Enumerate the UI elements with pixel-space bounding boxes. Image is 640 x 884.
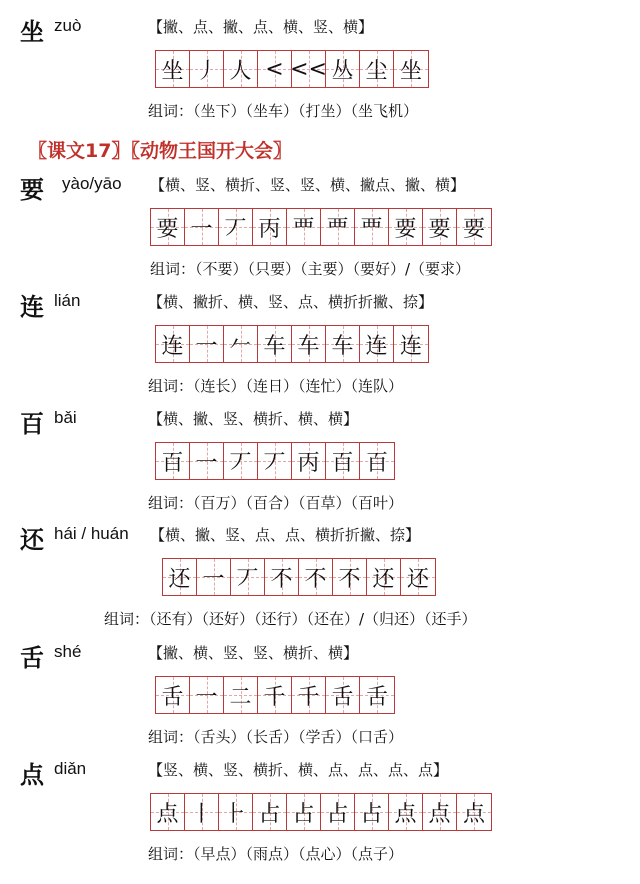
- stroke-glyph: 丆: [263, 450, 286, 476]
- stroke-glyph: 覀: [292, 216, 315, 242]
- stroke-grid: [150, 208, 492, 246]
- word-list: 组词：（舌头）（长舌）（学舌）（口舌）: [148, 728, 404, 746]
- stroke-glyph: 点: [156, 801, 179, 827]
- stroke-cell: [258, 443, 292, 479]
- stroke-glyph: 要: [428, 216, 451, 242]
- stroke-cell: [185, 794, 219, 830]
- stroke-cell: [253, 209, 287, 245]
- stroke-glyph: 不: [270, 566, 293, 592]
- stroke-glyph: 连: [399, 333, 422, 359]
- stroke-glyph: 一: [195, 684, 218, 710]
- stroke-glyph: 连: [365, 333, 388, 359]
- stroke-glyph: 一: [195, 333, 218, 359]
- stroke-cell: [258, 677, 292, 713]
- stroke-glyph: 覀: [326, 216, 349, 242]
- stroke-glyph: 𠂉: [229, 333, 252, 359]
- stroke-cell: [299, 559, 333, 595]
- stroke-glyph: 丆: [229, 450, 252, 476]
- stroke-glyph: 要: [156, 216, 179, 242]
- stroke-glyph: 丿: [195, 58, 218, 84]
- stroke-cell: [326, 51, 360, 87]
- stroke-cell: [190, 443, 224, 479]
- stroke-cell: [367, 559, 401, 595]
- stroke-glyph: <<: [290, 56, 327, 82]
- stroke-cell: [360, 443, 394, 479]
- word-list: 组词：（百万）（百合）（百草）（百叶）: [148, 494, 404, 512]
- pinyin: yào/yāo: [62, 174, 122, 193]
- stroke-glyph: 不: [304, 566, 327, 592]
- stroke-cell: [287, 794, 321, 830]
- word-list: 组词：（不要）（只要）（主要）（要好）/（要求）: [150, 260, 471, 278]
- stroke-cell: [224, 677, 258, 713]
- stroke-cell: [326, 326, 360, 362]
- stroke-glyph: 还: [372, 566, 395, 592]
- stroke-glyph: 还: [406, 566, 429, 592]
- stroke-glyph: 占: [326, 801, 349, 827]
- stroke-order: 【横、撇折、横、竖、点、横折折撇、捺】: [148, 293, 434, 311]
- stroke-glyph: 丛: [331, 58, 354, 84]
- stroke-cell: [224, 443, 258, 479]
- stroke-cell: [224, 326, 258, 362]
- stroke-cell: [163, 559, 197, 595]
- stroke-cell: [156, 443, 190, 479]
- stroke-glyph: 丆: [224, 216, 247, 242]
- stroke-cell: [292, 443, 326, 479]
- stroke-order: 【竖、横、竖、横折、横、点、点、点、点】: [148, 761, 449, 779]
- stroke-cell: [457, 209, 491, 245]
- pinyin: shé: [54, 642, 82, 661]
- stroke-glyph: 千: [263, 684, 286, 710]
- stroke-cell: [333, 559, 367, 595]
- stroke-cell: [389, 794, 423, 830]
- stroke-glyph: 覀: [360, 216, 383, 242]
- stroke-cell: [292, 677, 326, 713]
- stroke-order: 【撇、横、竖、竖、横折、横】: [148, 644, 359, 662]
- stroke-glyph: 一: [202, 566, 225, 592]
- stroke-glyph: 百: [365, 450, 388, 476]
- stroke-cell: [265, 559, 299, 595]
- stroke-glyph: 车: [297, 333, 320, 359]
- stroke-glyph: 舌: [161, 684, 184, 710]
- character: 连: [20, 292, 44, 321]
- pinyin: hái / huán: [54, 524, 129, 543]
- stroke-cell: [185, 209, 219, 245]
- stroke-grid: [155, 676, 395, 714]
- stroke-cell: [151, 209, 185, 245]
- stroke-cell: [292, 326, 326, 362]
- stroke-cell: [253, 794, 287, 830]
- stroke-order: 【横、竖、横折、竖、竖、横、撇点、撇、横】: [150, 176, 466, 194]
- stroke-glyph: 点: [428, 801, 451, 827]
- stroke-cell: [156, 51, 190, 87]
- stroke-cell: [360, 51, 394, 87]
- pinyin: lián: [54, 291, 81, 310]
- character: 舌: [20, 643, 44, 672]
- stroke-cell: [190, 677, 224, 713]
- stroke-cell: [321, 794, 355, 830]
- stroke-glyph: 占: [360, 801, 383, 827]
- stroke-glyph: 丨: [190, 801, 213, 827]
- character: 点: [20, 760, 44, 789]
- stroke-glyph: 一: [195, 450, 218, 476]
- stroke-glyph: 舌: [365, 684, 388, 710]
- character: 百: [20, 409, 44, 438]
- stroke-cell: [258, 326, 292, 362]
- stroke-cell: [423, 209, 457, 245]
- stroke-cell: [355, 209, 389, 245]
- stroke-glyph: 百: [161, 450, 184, 476]
- stroke-glyph: 丙: [258, 216, 281, 242]
- word-list: 组词：（还有）（还好）（还行）（还在）/（归还）（还手）: [104, 610, 477, 628]
- stroke-glyph: 百: [331, 450, 354, 476]
- stroke-glyph: 尘: [365, 58, 388, 84]
- stroke-grid: [150, 793, 492, 831]
- stroke-cell: [423, 794, 457, 830]
- stroke-glyph: 占: [292, 801, 315, 827]
- stroke-glyph: 丙: [297, 450, 320, 476]
- stroke-cell: [321, 209, 355, 245]
- stroke-cell: [457, 794, 491, 830]
- stroke-cell: [156, 326, 190, 362]
- character: 要: [20, 175, 44, 204]
- stroke-cell: [197, 559, 231, 595]
- stroke-cell: [190, 326, 224, 362]
- stroke-cell: [287, 209, 321, 245]
- stroke-order: 【横、撇、竖、点、点、横折折撇、捺】: [150, 526, 421, 544]
- stroke-glyph: 坐: [161, 58, 184, 84]
- stroke-glyph: 不: [338, 566, 361, 592]
- stroke-cell: [231, 559, 265, 595]
- stroke-glyph: 二: [229, 684, 252, 710]
- stroke-cell: [355, 794, 389, 830]
- stroke-cell: [156, 677, 190, 713]
- stroke-cell: [190, 51, 224, 87]
- stroke-cell: [219, 794, 253, 830]
- stroke-cell: [389, 209, 423, 245]
- stroke-glyph: 占: [258, 801, 281, 827]
- character: 坐: [20, 17, 44, 46]
- word-list: 组词：（坐下）（坐车）（打坐）（坐飞机）: [148, 102, 419, 120]
- stroke-cell: [360, 326, 394, 362]
- stroke-glyph: 车: [263, 333, 286, 359]
- stroke-order: 【横、撇、竖、横折、横、横】: [148, 410, 359, 428]
- stroke-cell: [258, 51, 292, 87]
- stroke-glyph: 点: [394, 801, 417, 827]
- stroke-grid: [155, 50, 429, 88]
- stroke-glyph: 坐: [399, 58, 422, 84]
- stroke-glyph: 要: [394, 216, 417, 242]
- stroke-glyph: 人: [229, 58, 252, 84]
- pinyin: zuò: [54, 16, 82, 35]
- lesson-title: 〖课文17〗〖动物王国开大会〗: [28, 140, 292, 162]
- stroke-order: 【撇、点、撇、点、横、竖、横】: [148, 18, 374, 36]
- stroke-cell: [151, 794, 185, 830]
- stroke-glyph: ⺊: [224, 801, 247, 827]
- stroke-cell: [394, 326, 428, 362]
- stroke-glyph: 车: [331, 333, 354, 359]
- stroke-cell: [326, 677, 360, 713]
- stroke-grid: [162, 558, 436, 596]
- pinyin: diǎn: [54, 759, 87, 778]
- stroke-cell: [292, 51, 326, 87]
- stroke-glyph: 丆: [236, 566, 259, 592]
- word-list: 组词：（连长）（连日）（连忙）（连队）: [148, 377, 404, 395]
- stroke-cell: [219, 209, 253, 245]
- stroke-glyph: 千: [297, 684, 320, 710]
- stroke-glyph: 要: [462, 216, 485, 242]
- character: 还: [20, 525, 44, 554]
- stroke-glyph: <: [265, 56, 284, 82]
- word-list: 组词：（早点）（雨点）（点心）（点子）: [148, 845, 404, 863]
- stroke-grid: [155, 325, 429, 363]
- stroke-glyph: 舌: [331, 684, 354, 710]
- stroke-cell: [394, 51, 428, 87]
- stroke-grid: [155, 442, 395, 480]
- stroke-cell: [360, 677, 394, 713]
- stroke-glyph: 点: [462, 801, 485, 827]
- stroke-glyph: 还: [168, 566, 191, 592]
- stroke-cell: [401, 559, 435, 595]
- stroke-cell: [326, 443, 360, 479]
- stroke-glyph: 连: [161, 333, 184, 359]
- pinyin: bǎi: [54, 408, 77, 427]
- stroke-cell: [224, 51, 258, 87]
- stroke-glyph: 一: [190, 216, 213, 242]
